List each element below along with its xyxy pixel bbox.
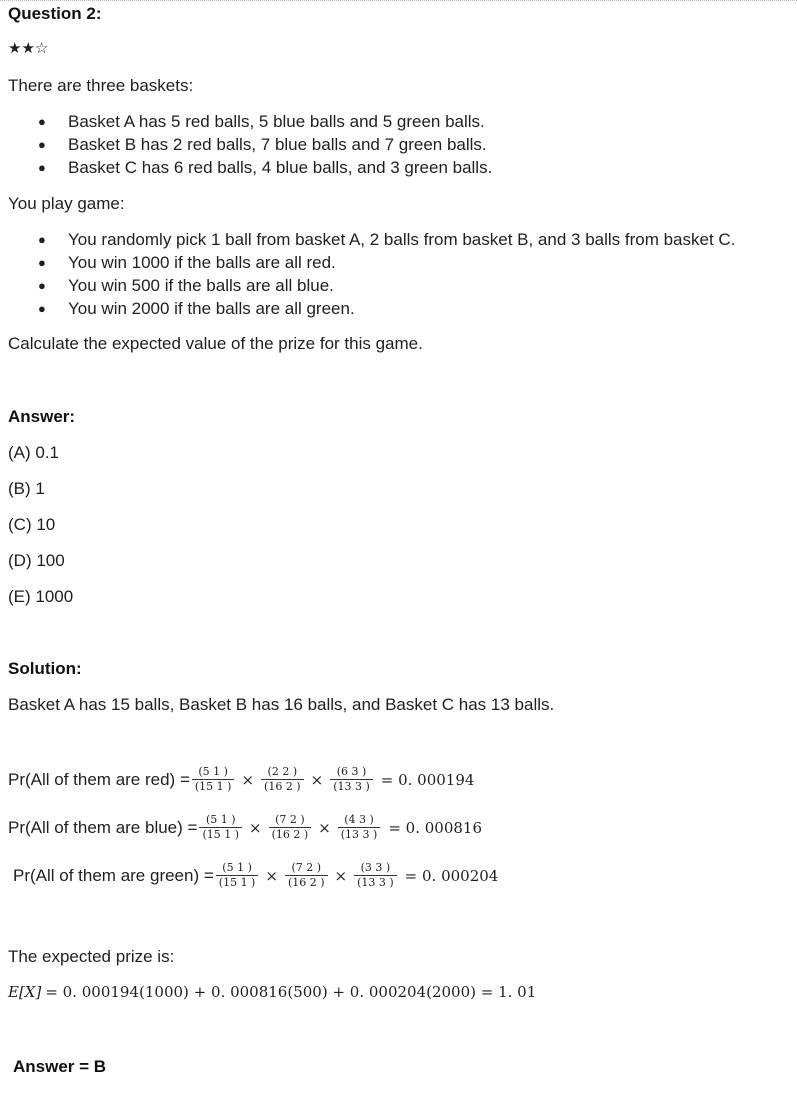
list-item: ● Basket A has 5 red balls, 5 blue balls and 5 green balls.: [0, 112, 492, 135]
answer-option-c: (C) 10: [8, 515, 56, 534]
question-title: Question 2:: [8, 4, 102, 23]
times-sign: ×: [249, 818, 262, 837]
equation-lhs: Pr(All of them are blue) =: [8, 817, 198, 837]
rules-list: [0, 230, 735, 322]
final-answer: Answer = B: [13, 1057, 107, 1076]
equation-lhs: Pr(All of them are red) =: [8, 769, 190, 789]
solution-text: Basket A has 15 balls, Basket B has 16 balls, and Basket C has 13 balls.: [8, 695, 555, 714]
expected-label: The expected prize is:: [8, 947, 175, 966]
top-border: [0, 0, 797, 1]
fraction: $\frac{(5 1 )}{(15 1 )}$: [199, 814, 242, 841]
fraction: $\frac{(7 2 )}{(16 2 )}$: [285, 862, 328, 889]
game-intro: You play game:: [8, 194, 125, 213]
equation-blue: [8, 814, 482, 841]
answer-option-b: (B) 1: [8, 479, 45, 498]
equation-result: = 0. 000816: [388, 818, 483, 837]
expected-lhs: E[X]: [8, 983, 42, 1001]
question-intro: There are three baskets:: [8, 76, 194, 95]
equation-result: = 0. 000194: [380, 770, 475, 789]
times-sign: ×: [310, 770, 324, 789]
question-prompt: Calculate the expected value of the prize for this game.: [8, 334, 423, 353]
list-item: ● You win 2000 if the balls are all green.: [0, 299, 735, 322]
fraction: $\frac{(6 3 )}{(13 3 )}$: [330, 766, 373, 793]
answer-title: Answer:: [8, 407, 76, 426]
equation-lhs: Pr(All of them are green) =: [13, 865, 214, 885]
equation-result: = 0. 000204: [404, 866, 499, 885]
difficulty-stars: ★★☆: [8, 40, 49, 57]
fraction: $\frac{(5 1 )}{(15 1 )}$: [216, 862, 259, 889]
fraction: $\frac{(4 3 )}{(13 3 )}$: [338, 814, 381, 841]
equation-green: [13, 862, 498, 889]
fraction: $\frac{(3 3 )}{(13 3 )}$: [354, 862, 397, 889]
basket-list: [0, 112, 492, 181]
times-sign: ×: [265, 866, 278, 885]
times-sign: ×: [318, 818, 331, 837]
list-item: ● Basket B has 2 red balls, 7 blue balls and 7 green balls.: [0, 135, 492, 158]
list-item: ● You win 500 if the balls are all blue.: [0, 276, 735, 299]
answer-option-d: (D) 100: [8, 551, 65, 570]
solution-title: Solution:: [8, 659, 82, 678]
expected-equation: [8, 983, 536, 1001]
answer-option-a: (A) 0.1: [8, 443, 60, 462]
list-item: ● Basket C has 6 red balls, 4 blue balls, and 3 green balls.: [0, 158, 492, 181]
equation-red: [8, 766, 474, 793]
list-item: ● You win 1000 if the balls are all red.: [0, 253, 735, 276]
fraction: $\frac{(7 2 )}{(16 2 )}$: [269, 814, 312, 841]
answer-option-e: (E) 1000: [8, 587, 74, 606]
times-sign: ×: [334, 866, 348, 885]
times-sign: ×: [241, 770, 255, 789]
list-item: ● You randomly pick 1 ball from basket A, 2 balls from basket B, and 3 balls from basket C.: [0, 230, 735, 253]
expected-rhs: = 0. 000194(1000) + 0. 000816(500) + 0. 000204(2000) = 1. 01: [45, 983, 537, 1001]
fraction: $\frac{(2 2 )}{(16 2 )}$: [261, 766, 304, 793]
fraction: $\frac{(5 1 )}{(15 1 )}$: [192, 766, 235, 793]
